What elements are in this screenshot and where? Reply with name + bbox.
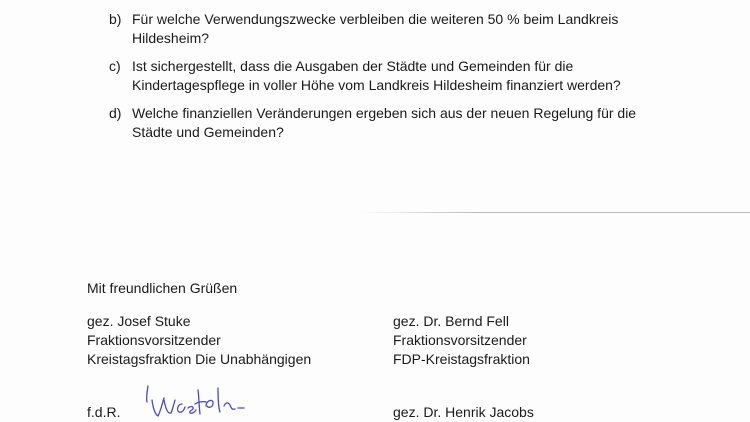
handwritten-signature — [140, 380, 250, 420]
question-text — [132, 10, 669, 48]
question-text — [132, 57, 669, 95]
question-d — [109, 104, 669, 142]
signatory-left-group: Kreistagsfraktion Die Unabhängigen — [87, 351, 312, 367]
question-line: Welche finanziellen Veränderungen ergeben sich aus der neuen Regelung für die — [132, 105, 637, 121]
question-letter: d) — [109, 105, 122, 121]
question-b — [109, 10, 669, 48]
question-letter: c) — [109, 58, 121, 74]
signatory-right-role: Fraktionsvorsitzender — [393, 332, 527, 348]
signatory-right-2-name: gez. Dr. Henrik Jacobs — [393, 404, 534, 420]
fdr-label: f.d.R. — [87, 404, 121, 420]
question-line: Ist sichergestellt, dass die Ausgaben der Städte und Gemeinden für die — [132, 58, 574, 74]
question-letter: b) — [109, 11, 122, 27]
question-line: Kindertagespflege in voller Höhe vom Landkreis Hildesheim finanziert werden? — [132, 77, 621, 93]
closing-text: Mit freundlichen Grüßen — [87, 280, 238, 296]
question-c — [109, 57, 669, 95]
question-line: Für welche Verwendungszwecke verbleiben die weiteren 50 % beim Landkreis — [132, 11, 619, 27]
signatory-right-group: FDP-Kreistagsfraktion — [393, 351, 530, 367]
question-text — [132, 104, 669, 142]
question-line: Hildesheim? — [132, 30, 210, 46]
signatory-right-name: gez. Dr. Bernd Fell — [393, 313, 509, 329]
question-line: Städte und Gemeinden? — [132, 124, 284, 140]
scan-artifact-line — [360, 212, 750, 213]
signatory-left-role: Fraktionsvorsitzender — [87, 332, 221, 348]
signatory-left-name: gez. Josef Stuke — [87, 313, 191, 329]
